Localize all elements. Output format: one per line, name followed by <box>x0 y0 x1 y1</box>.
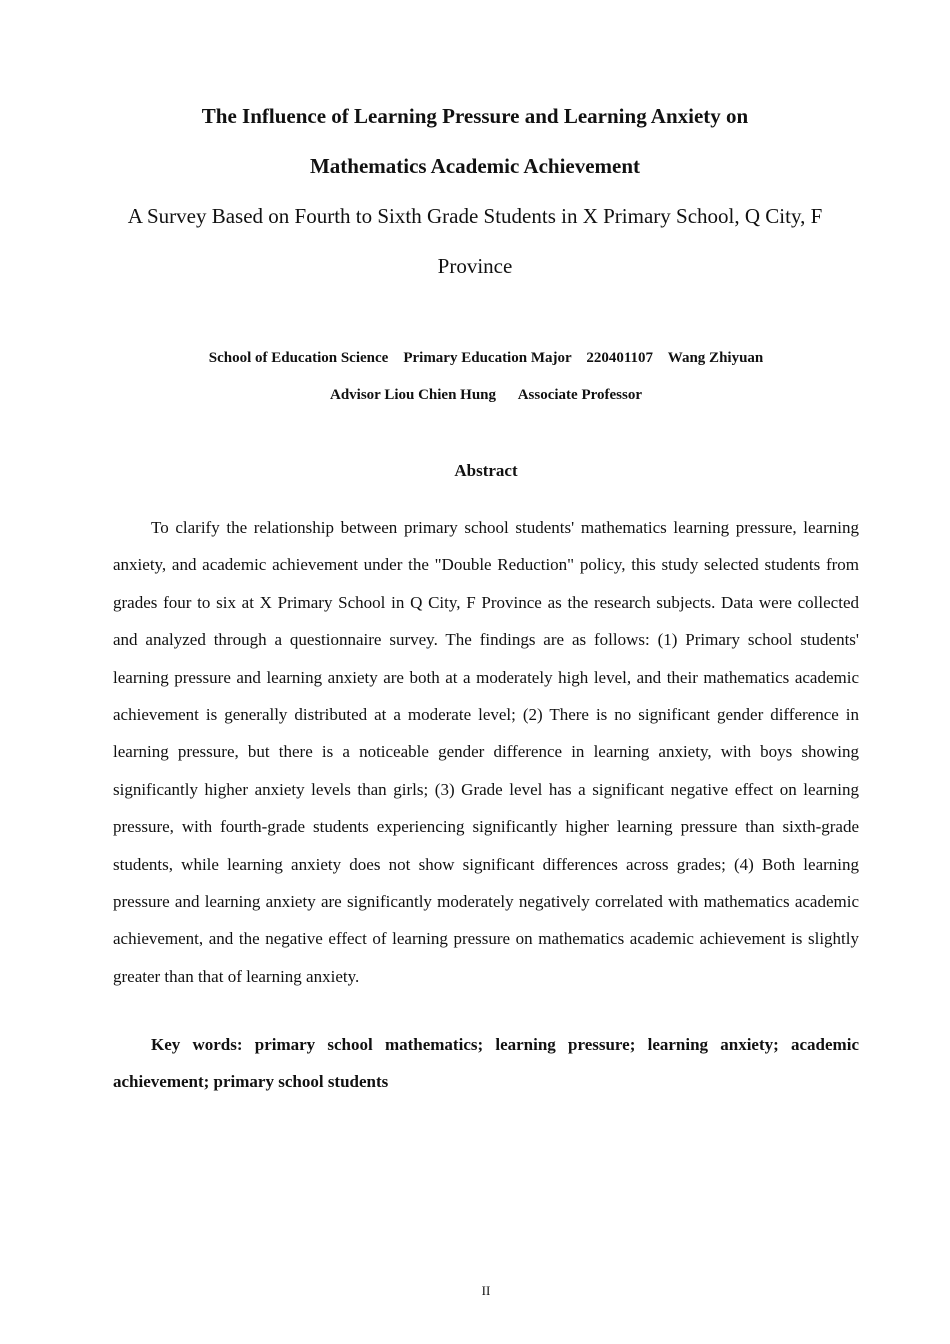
title-line-2: Mathematics Academic Achievement <box>309 154 641 178</box>
advisor-line <box>0 385 950 405</box>
student-id: 220401107 <box>586 350 654 366</box>
abstract-heading: Abstract <box>454 461 518 480</box>
subtitle-line-1: A Survey Based on Fourth to Sixth Grade Students in X Primary School, Q City, F <box>127 204 823 228</box>
major-name: Primary Education Major <box>403 350 572 366</box>
title-line-1: The Influence of Learning Pressure and Learning Anxiety on <box>201 104 749 128</box>
keywords: Key words: primary school mathematics; learning pressure; learning anxiety; academic achievement; primary school students <box>113 1035 859 1092</box>
school-name: School of Education Science <box>208 350 389 366</box>
author-name: Wang Zhiyuan <box>667 350 764 366</box>
author-info-line <box>0 348 950 368</box>
subtitle-line-2: Province <box>437 254 513 278</box>
advisor-name: Advisor Liou Chien Hung <box>330 387 497 403</box>
page-number: II <box>481 1283 491 1298</box>
abstract-body: To clarify the relationship between primary school students' mathematics learning pressure, learning anxiety, and academic achievement under the "Double Reduction" policy, this study selected students from grades four to six at X Primary School in Q City, F Province as the research subjects. Data were collected and analyzed through a questionnaire survey. The findings are as follows: (1) Primary school students' learning pressure and learning anxiety are both at a moderately high level, and their mathematics academic achievement is generally distributed at a moderate level; (2) There is no significant gender difference in learning pressure, but there is a noticeable gender difference in learning anxiety, with boys showing significantly higher anxiety levels than girls; (3) Grade level has a significant negative effect on learning pressure, with fourth-grade students experiencing significantly higher learning pressure than sixth-grade students, while learning anxiety does not show significant differences across grades; (4) Both learning pressure and learning anxiety are significantly moderately negatively correlated with mathematics academic achievement, and the negative effect of learning pressure on mathematics academic achievement is slightly greater than that of learning anxiety. <box>113 518 859 986</box>
advisor-title: Associate Professor <box>517 387 642 403</box>
